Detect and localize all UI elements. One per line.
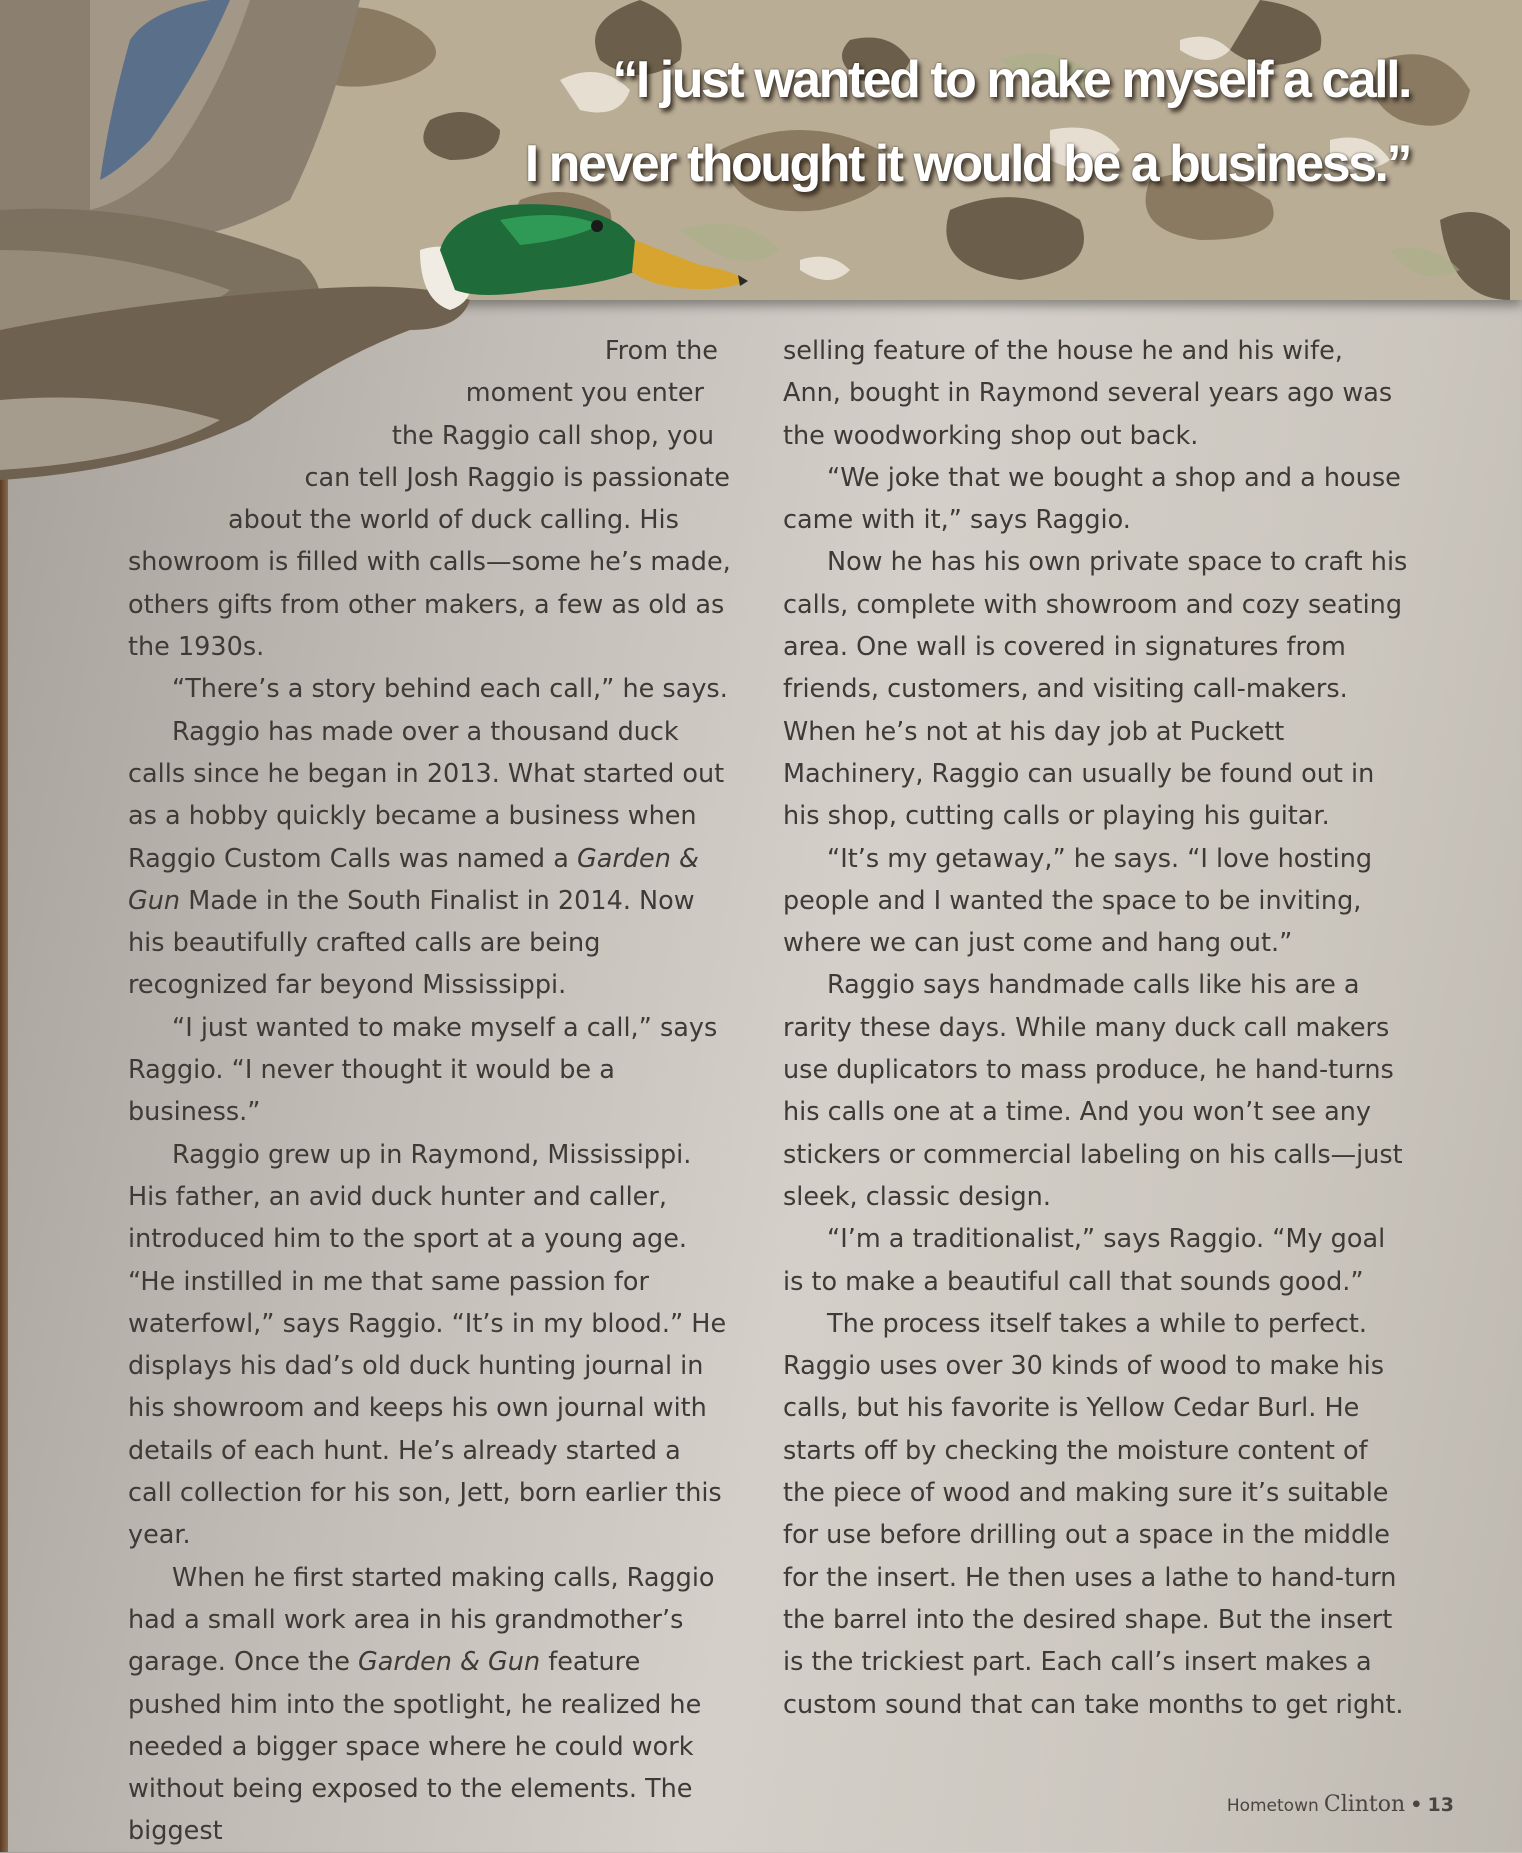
body-paragraph: Now he has his own private space to craft his calls, complete with showroom and cozy seating area. One wall is covered in signatures from friends, customers, and visiting call-makers. When he’s not at his day job at Puckett Machinery, Raggio can usually be found out in his shop, cutting calls or playing his guitar. xyxy=(783,547,1408,832)
pull-quote-line-2: I never thought it would be a business.” xyxy=(524,135,1410,193)
body-paragraph xyxy=(128,1557,732,1853)
intro-line: about the world of duck calling. His xyxy=(228,505,679,536)
intro-line: can tell Josh Raggio is passionate xyxy=(304,462,730,493)
body-paragraph: selling feature of the house he and his wife, Ann, bought in Raymond several years ago was the woodworking shop out back. xyxy=(783,336,1393,451)
footer-separator: • xyxy=(1410,1794,1423,1816)
article-column-right xyxy=(783,330,1408,1726)
pull-quote-line-1: “I just wanted to make myself a call. xyxy=(612,51,1410,109)
magazine-name-prefix: Hometown xyxy=(1226,1796,1319,1816)
body-paragraph: The process itself takes a while to perfect. Raggio uses over 30 kinds of wood to make his calls, but his favorite is Yellow Cedar Burl. He starts off by checking the moisture content of the piece of wood and making sure it’s suitable for use before drilling out a space in the middle for the insert. He then uses a lathe to hand-turn the barrel into the desired shape. But the insert is the trickiest part. Each call’s insert makes a custom sound that can take months to get right. xyxy=(783,1308,1404,1720)
text-run: Raggio has made over a thousand duck calls since he began in 2013. What started out as a hobby quickly became a business when Raggio Custom Calls was named a xyxy=(128,716,725,874)
text-run: feature pushed him into the spotlight, he realized he needed a bigger space where he could work without being exposed to the elements. The biggest xyxy=(128,1647,702,1847)
body-paragraph: “We joke that we bought a shop and a house came with it,” says Raggio. xyxy=(783,462,1401,536)
page-footer xyxy=(1227,1792,1454,1817)
body-paragraph: “I just wanted to make myself a call,” says Raggio. “I never thought it would be a business.” xyxy=(128,1012,718,1128)
body-paragraph: “It’s my getaway,” he says. “I love hosting people and I wanted the space to be inviting, where we can just come and hang out.” xyxy=(783,843,1373,959)
text-run: Made in the South Finalist in 2014. Now his beautifully crafted calls are being recognized far beyond Mississippi. xyxy=(128,885,695,1001)
article-column-left xyxy=(128,330,732,1853)
body-paragraph: Raggio says handmade calls like his are a rarity these days. While many duck call makers use duplicators to mass produce, he hand-turns his calls one at a time. And you won’t see any stickers or commercial labeling on his calls—just sleek, classic design. xyxy=(783,970,1403,1212)
text-run: When he first started making calls, Raggio had a small work area in his grandmother’s garage. Once the xyxy=(128,1562,715,1678)
page-number: 13 xyxy=(1427,1794,1454,1816)
publication-name: Garden & Gun xyxy=(358,1647,541,1678)
intro-line: From the xyxy=(604,336,718,366)
body-paragraph: “I’m a traditionalist,” says Raggio. “My goal is to make a beautiful call that sounds good.” xyxy=(783,1224,1386,1297)
intro-line: moment you enter xyxy=(465,378,704,409)
body-paragraph: showroom is filled with calls—some he’s made, others gifts from other makers, a few as old as the 1930s. xyxy=(128,547,731,663)
body-paragraph xyxy=(128,711,732,1007)
body-paragraph: “There’s a story behind each call,” he says. xyxy=(172,674,728,705)
intro-line: the Raggio call shop, you xyxy=(391,420,714,451)
publication-name: Garden & Gun xyxy=(128,843,699,916)
magazine-name: Clinton xyxy=(1323,1792,1406,1817)
body-paragraph: Raggio grew up in Raymond, Mississippi. His father, an avid duck hunter and caller, introduced him to the sport at a young age. “He instilled in me that same passion for waterfowl,” says Raggio. “It’s in my blood.” He displays his dad’s old duck hunting journal in his showroom and keeps his own journal with details of each hunt. He’s already started a call collection for his son, Jett, born earlier this year. xyxy=(128,1139,727,1551)
